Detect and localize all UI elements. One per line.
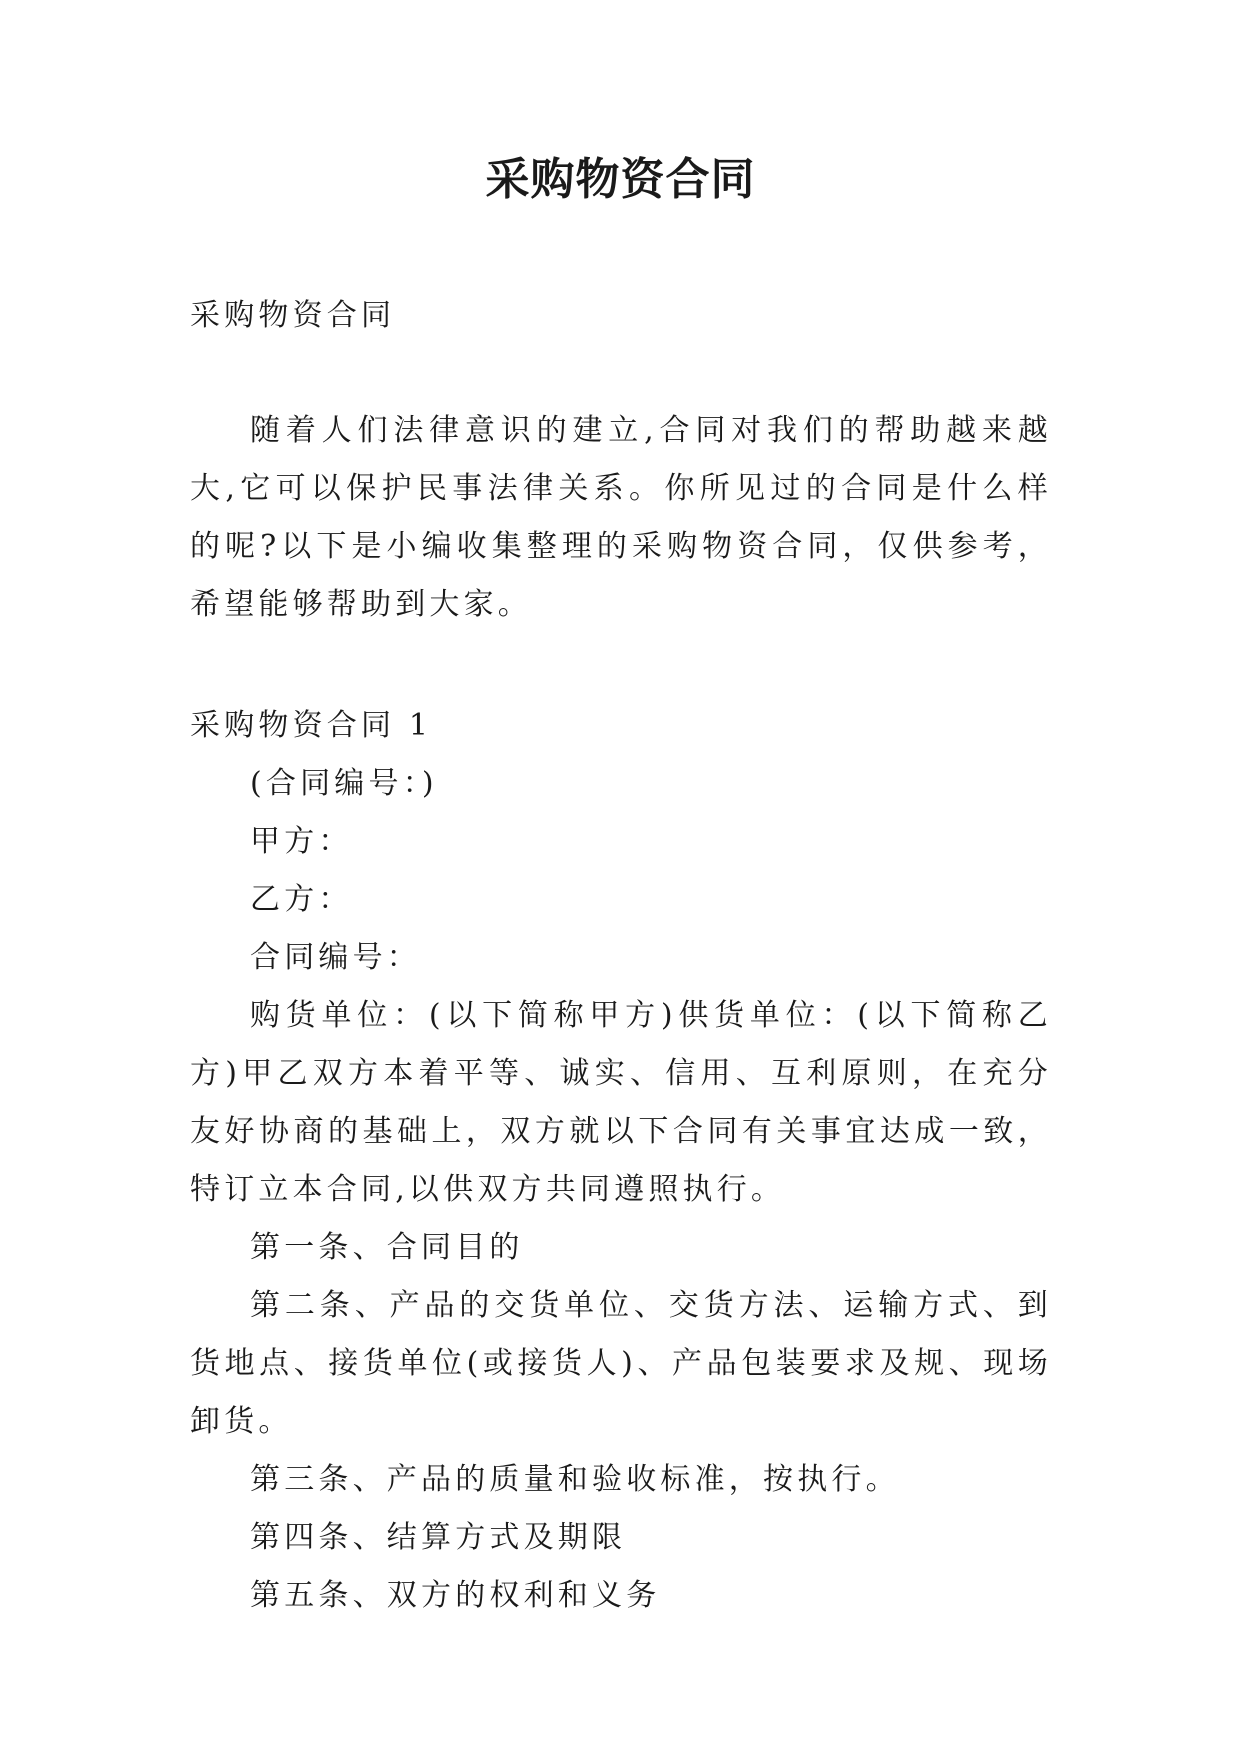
document-title: 采购物资合同 xyxy=(485,154,756,205)
document-subtitle: 采购物资合同 xyxy=(190,298,396,333)
party-b-line: 乙方： xyxy=(250,882,353,917)
party-a-line: 甲方： xyxy=(250,824,353,859)
article-5: 第五条、双方的权利和义务 xyxy=(250,1578,661,1613)
intro-paragraph: 随着人们法律意识的建立,合同对我们的帮助越来越大,它可以保护民事法律关系。你所见过的合同是什么样的呢?以下是小编收集整理的采购物资合同，仅供参考，希望能够帮助到大家。 xyxy=(190,413,1052,622)
contract-section xyxy=(190,697,1052,1625)
parties-clause: 购货单位：(以下简称甲方)供货单位：(以下简称乙方)甲乙双方本着平等、诚实、信用、互利原则，在充分友好协商的基础上，双方就以下合同有关事宜达成一致，特订立本合同,以供双方共同遵照执行。 xyxy=(190,998,1052,1207)
article-3: 第三条、产品的质量和验收标准，按执行。 xyxy=(250,1462,900,1497)
intro-section xyxy=(190,402,1052,634)
contract-number-line: 合同编号： xyxy=(250,940,421,975)
article-4: 第四条、结算方式及期限 xyxy=(250,1520,627,1555)
article-1: 第一条、合同目的 xyxy=(250,1230,524,1265)
section-heading: 采购物资合同 1 xyxy=(190,708,433,743)
contract-number-note: (合同编号：) xyxy=(250,766,438,801)
article-2: 第二条、产品的交货单位、交货方法、运输方式、到货地点、接货单位(或接货人)、产品包装要求及规、现场卸货。 xyxy=(190,1288,1052,1439)
